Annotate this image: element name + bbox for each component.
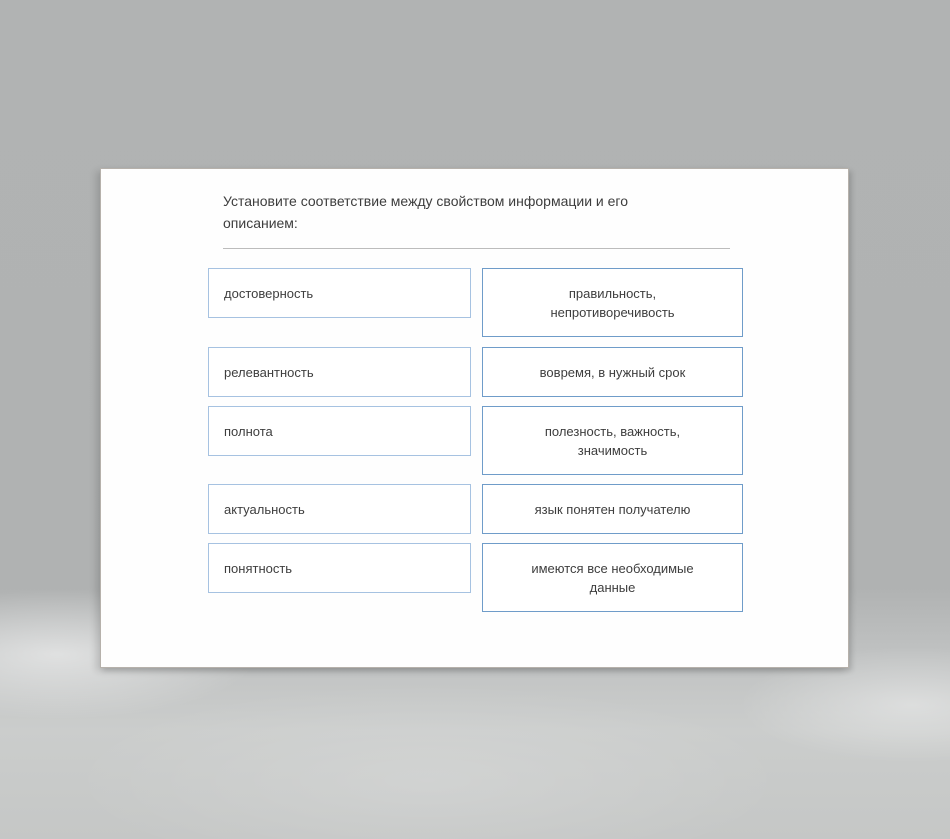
question-card — [100, 168, 849, 668]
definition-box-4[interactable]: язык понятен получателю — [482, 484, 743, 534]
term-box-1[interactable]: достоверность — [208, 268, 471, 318]
matching-row-2 — [208, 347, 743, 397]
matching-row-3 — [208, 406, 743, 475]
term-box-5[interactable]: понятность — [208, 543, 471, 593]
question-text: Установите соответствие между свойством информации и его описанием: — [223, 193, 628, 231]
question-separator — [223, 248, 730, 249]
definition-box-2[interactable]: вовремя, в нужный срок — [482, 347, 743, 397]
matching-row-5 — [208, 543, 743, 612]
definition-box-1[interactable]: правильность, непротиворечивость — [482, 268, 743, 337]
matching-row-4 — [208, 484, 743, 534]
matching-area — [208, 268, 743, 612]
matching-row-1 — [208, 268, 743, 337]
term-box-3[interactable]: полнота — [208, 406, 471, 456]
term-box-2[interactable]: релевантность — [208, 347, 471, 397]
definition-box-3[interactable]: полезность, важность, значимость — [482, 406, 743, 475]
definition-box-5[interactable]: имеются все необходимые данные — [482, 543, 743, 612]
term-box-4[interactable]: актуальность — [208, 484, 471, 534]
